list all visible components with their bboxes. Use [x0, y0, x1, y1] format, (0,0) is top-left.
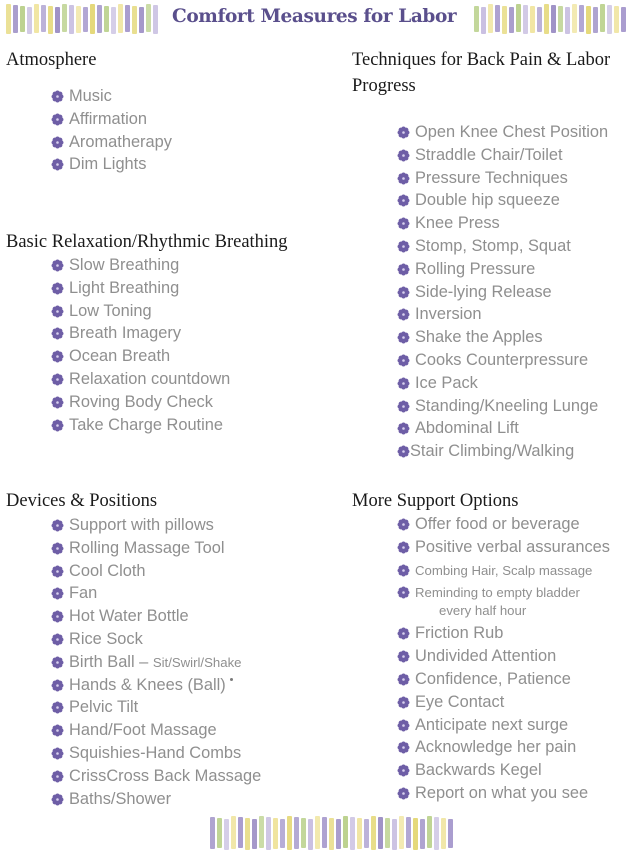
decorative-stripe	[537, 7, 542, 32]
flower-bullet-icon	[397, 377, 410, 390]
decorative-stripe	[287, 816, 292, 850]
list-item: Music	[51, 85, 172, 108]
decorative-stripe	[217, 818, 222, 848]
flower-bullet-icon	[397, 217, 410, 230]
section-heading-devices: Devices & Positions	[6, 491, 158, 511]
decorative-stripe	[322, 817, 327, 848]
flower-bullet-icon	[51, 327, 64, 340]
decorative-stripe	[572, 4, 577, 33]
decorative-stripe	[294, 817, 299, 849]
decorative-stripe	[530, 6, 535, 33]
decorative-stripe	[427, 816, 432, 848]
flower-bullet-icon	[397, 445, 410, 458]
decorative-stripe	[357, 818, 362, 849]
section-heading-techniques: Techniques for Back Pain & Labor	[352, 50, 611, 70]
flower-bullet-icon	[397, 719, 410, 732]
decorative-stripe	[6, 4, 11, 34]
flower-bullet-icon	[51, 724, 64, 737]
flower-bullet-icon	[51, 679, 64, 692]
list-item: Shake the Apples	[397, 326, 608, 349]
list-item: Low Toning	[51, 300, 230, 323]
list-item: Take Charge Routine	[51, 414, 230, 437]
list-item: Rolling Massage Tool	[51, 537, 261, 560]
decorative-stripe	[502, 6, 507, 34]
flower-bullet-icon	[51, 565, 64, 578]
decorative-stripe	[448, 819, 453, 848]
flower-bullet-icon	[397, 240, 410, 253]
section-heading-relaxation: Basic Relaxation/Rhythmic Breathing	[6, 232, 288, 252]
decorative-stripe	[378, 817, 383, 849]
decorative-stripe	[509, 7, 514, 33]
flower-bullet-icon	[51, 610, 64, 623]
decorative-stripe	[399, 816, 404, 849]
decorative-stripe	[593, 7, 598, 33]
atmosphere-list	[51, 85, 172, 176]
list-item: Cooks Counterpressure	[397, 349, 608, 372]
decorative-stripe	[20, 6, 25, 32]
flower-bullet-icon	[397, 126, 410, 139]
list-item: Anticipate next surge	[397, 714, 610, 737]
list-item: Ocean Breath	[51, 345, 230, 368]
decorative-stripe	[579, 5, 584, 32]
flower-bullet-icon	[397, 764, 410, 777]
flower-bullet-icon	[397, 696, 410, 709]
list-item: Combing Hair, Scalp massage	[397, 559, 610, 582]
decorative-stripe	[210, 817, 215, 849]
list-item: Affirmation	[51, 108, 172, 131]
decorative-stripe	[392, 819, 397, 850]
decorative-stripe	[252, 819, 257, 849]
list-item: Abdominal Lift	[397, 417, 608, 440]
list-item: Confidence, Patience	[397, 668, 610, 691]
flower-bullet-icon	[397, 263, 410, 276]
flower-bullet-icon	[51, 259, 64, 272]
page-title: Comfort Measures for Labor	[172, 6, 457, 27]
list-item: Roving Body Check	[51, 391, 230, 414]
list-item: Inversion	[397, 303, 608, 326]
decorative-stripe	[132, 6, 137, 34]
flower-bullet-icon	[51, 747, 64, 760]
decorative-stripe	[516, 4, 521, 32]
decorative-stripe	[413, 818, 418, 850]
decorative-stripe	[329, 818, 334, 850]
list-item: Side-lying Release	[397, 281, 608, 304]
decorative-stripe	[551, 5, 556, 33]
list-item: Reminding to empty bladder every half hour	[397, 581, 610, 622]
decorative-stripe	[607, 5, 612, 34]
decorative-stripe	[488, 4, 493, 33]
decorative-stripe	[614, 6, 619, 33]
decorative-stripe	[153, 5, 158, 34]
decorative-stripe	[118, 4, 123, 33]
decorative-stripe	[364, 819, 369, 848]
list-item: Stomp, Stomp, Squat	[397, 235, 608, 258]
decorative-stripe	[336, 819, 341, 849]
list-item: Breath Imagery	[51, 322, 230, 345]
devices-list	[51, 514, 261, 810]
list-item: Squishies-Hand Combs	[51, 742, 261, 765]
decorative-stripe	[41, 5, 46, 32]
flower-bullet-icon	[51, 396, 64, 409]
flower-bullet-icon	[51, 158, 64, 171]
decorative-stripe	[97, 5, 102, 33]
flower-bullet-icon	[397, 673, 410, 686]
list-item: Undivided Attention	[397, 645, 610, 668]
flower-bullet-icon	[51, 519, 64, 532]
decorative-stripe	[224, 819, 229, 850]
list-item: Cool Cloth	[51, 560, 261, 583]
flower-bullet-icon	[51, 305, 64, 318]
asterisk-dot	[230, 678, 233, 681]
flower-bullet-icon	[397, 741, 410, 754]
flower-bullet-icon	[51, 542, 64, 555]
decorative-stripes-top-right	[474, 4, 628, 34]
list-item: Hot Water Bottle	[51, 605, 261, 628]
list-item: Double hip squeeze	[397, 189, 608, 212]
flower-bullet-icon	[397, 400, 410, 413]
decorative-stripe	[385, 818, 390, 848]
flower-bullet-icon	[51, 419, 64, 432]
list-item: Acknowledge her pain	[397, 736, 610, 759]
decorative-stripe	[34, 4, 39, 33]
support-list	[397, 513, 610, 805]
decorative-stripe	[474, 6, 479, 32]
decorative-stripe	[111, 7, 116, 34]
decorative-stripe	[315, 816, 320, 849]
decorative-stripe	[245, 818, 250, 850]
list-item: Slow Breathing	[51, 254, 230, 277]
flower-bullet-icon	[397, 627, 410, 640]
decorative-stripe	[27, 7, 32, 34]
list-item: CrissCross Back Massage	[51, 765, 261, 788]
decorative-stripe	[76, 6, 81, 33]
decorative-stripe	[146, 4, 151, 32]
decorative-stripe	[308, 819, 313, 850]
list-item: Light Breathing	[51, 277, 230, 300]
section-heading-atmosphere: Atmosphere	[6, 50, 97, 70]
bladder-line-2: every half hour	[439, 603, 527, 619]
flower-bullet-icon	[51, 587, 64, 600]
list-item: Aromatherapy	[51, 131, 172, 154]
decorative-stripe	[231, 816, 236, 849]
flower-bullet-icon	[397, 286, 410, 299]
decorative-stripe	[69, 5, 74, 34]
flower-bullet-icon	[51, 136, 64, 149]
flower-bullet-icon	[51, 793, 64, 806]
decorative-stripe	[83, 7, 88, 32]
decorative-stripe	[104, 6, 109, 32]
list-item: Pelvic Tilt	[51, 696, 261, 719]
decorative-stripe	[55, 7, 60, 33]
decorative-stripe	[621, 7, 626, 32]
decorative-stripe	[125, 5, 130, 32]
flower-bullet-icon	[51, 282, 64, 295]
flower-bullet-icon	[397, 650, 410, 663]
list-item: Rolling Pressure	[397, 258, 608, 281]
list-item: Baths/Shower	[51, 788, 261, 811]
flower-bullet-icon	[51, 373, 64, 386]
decorative-stripe	[259, 816, 264, 848]
flower-bullet-icon	[397, 564, 410, 577]
decorative-stripe	[441, 818, 446, 849]
flower-bullet-icon	[397, 422, 410, 435]
list-item: Positive verbal assurances	[397, 536, 610, 559]
decorative-stripe	[495, 5, 500, 32]
decorative-stripe	[301, 818, 306, 848]
flower-bullet-icon	[51, 113, 64, 126]
list-item: Open Knee Chest Position	[397, 121, 608, 144]
flower-bullet-icon	[397, 541, 410, 554]
flower-bullet-icon	[51, 90, 64, 103]
list-item: Straddle Chair/Toilet	[397, 144, 608, 167]
flower-bullet-icon	[51, 633, 64, 646]
decorative-stripe	[544, 4, 549, 34]
decorative-stripe	[481, 7, 486, 34]
flower-bullet-icon	[51, 770, 64, 783]
decorative-stripe	[420, 819, 425, 849]
decorative-stripes-bottom	[210, 816, 455, 850]
decorative-stripe	[523, 5, 528, 34]
decorative-stripe	[558, 6, 563, 32]
list-item: Rice Sock	[51, 628, 261, 651]
list-item: Fan	[51, 582, 261, 605]
list-item: Report on what you see	[397, 782, 610, 805]
list-item: Eye Contact	[397, 691, 610, 714]
decorative-stripe	[350, 817, 355, 850]
flower-bullet-icon	[397, 172, 410, 185]
flower-bullet-icon	[397, 354, 410, 367]
list-item: Support with pillows	[51, 514, 261, 537]
decorative-stripe	[48, 6, 53, 34]
list-item: Stair Climbing/Walking	[397, 440, 608, 463]
section-heading-techniques-line2: Progress	[352, 76, 416, 96]
list-item: Ice Pack	[397, 372, 608, 395]
decorative-stripe	[13, 5, 18, 33]
list-item: Knee Press	[397, 212, 608, 235]
decorative-stripe	[586, 6, 591, 34]
list-item: Dim Lights	[51, 153, 172, 176]
decorative-stripe	[273, 818, 278, 849]
list-item: Hand/Foot Massage	[51, 719, 261, 742]
flower-bullet-icon	[397, 308, 410, 321]
decorative-stripe	[406, 817, 411, 848]
decorative-stripe	[600, 4, 605, 32]
flower-bullet-icon	[51, 701, 64, 714]
decorative-stripe	[139, 7, 144, 33]
list-item: Hands & Knees (Ball)	[51, 674, 261, 697]
flower-bullet-icon	[51, 350, 64, 363]
decorative-stripe	[371, 816, 376, 850]
decorative-stripe	[343, 816, 348, 848]
flower-bullet-icon	[397, 149, 410, 162]
decorative-stripe	[238, 817, 243, 848]
decorative-stripe	[266, 817, 271, 850]
decorative-stripe	[90, 4, 95, 34]
birth-ball-detail: Sit/Swirl/Shake	[152, 654, 242, 670]
flower-bullet-icon	[397, 194, 410, 207]
decorative-stripe	[565, 7, 570, 34]
list-item: Friction Rub	[397, 622, 610, 645]
list-item: Birth Ball – Sit/Swirl/Shake	[51, 651, 261, 674]
flower-bullet-icon	[397, 586, 410, 599]
list-item: Standing/Kneeling Lunge	[397, 395, 608, 418]
decorative-stripe	[434, 817, 439, 850]
flower-bullet-icon	[397, 518, 410, 531]
flower-bullet-icon	[397, 787, 410, 800]
flower-bullet-icon	[51, 656, 64, 669]
section-heading-support: More Support Options	[352, 491, 519, 511]
list-item: Pressure Techniques	[397, 167, 608, 190]
relaxation-list	[51, 254, 230, 436]
decorative-stripe	[280, 819, 285, 848]
list-item: Offer food or beverage	[397, 513, 610, 536]
techniques-list	[397, 121, 608, 463]
decorative-stripe	[62, 4, 67, 32]
list-item: Backwards Kegel	[397, 759, 610, 782]
decorative-stripes-top-left	[6, 4, 160, 34]
list-item: Relaxation countdown	[51, 368, 230, 391]
flower-bullet-icon	[397, 331, 410, 344]
